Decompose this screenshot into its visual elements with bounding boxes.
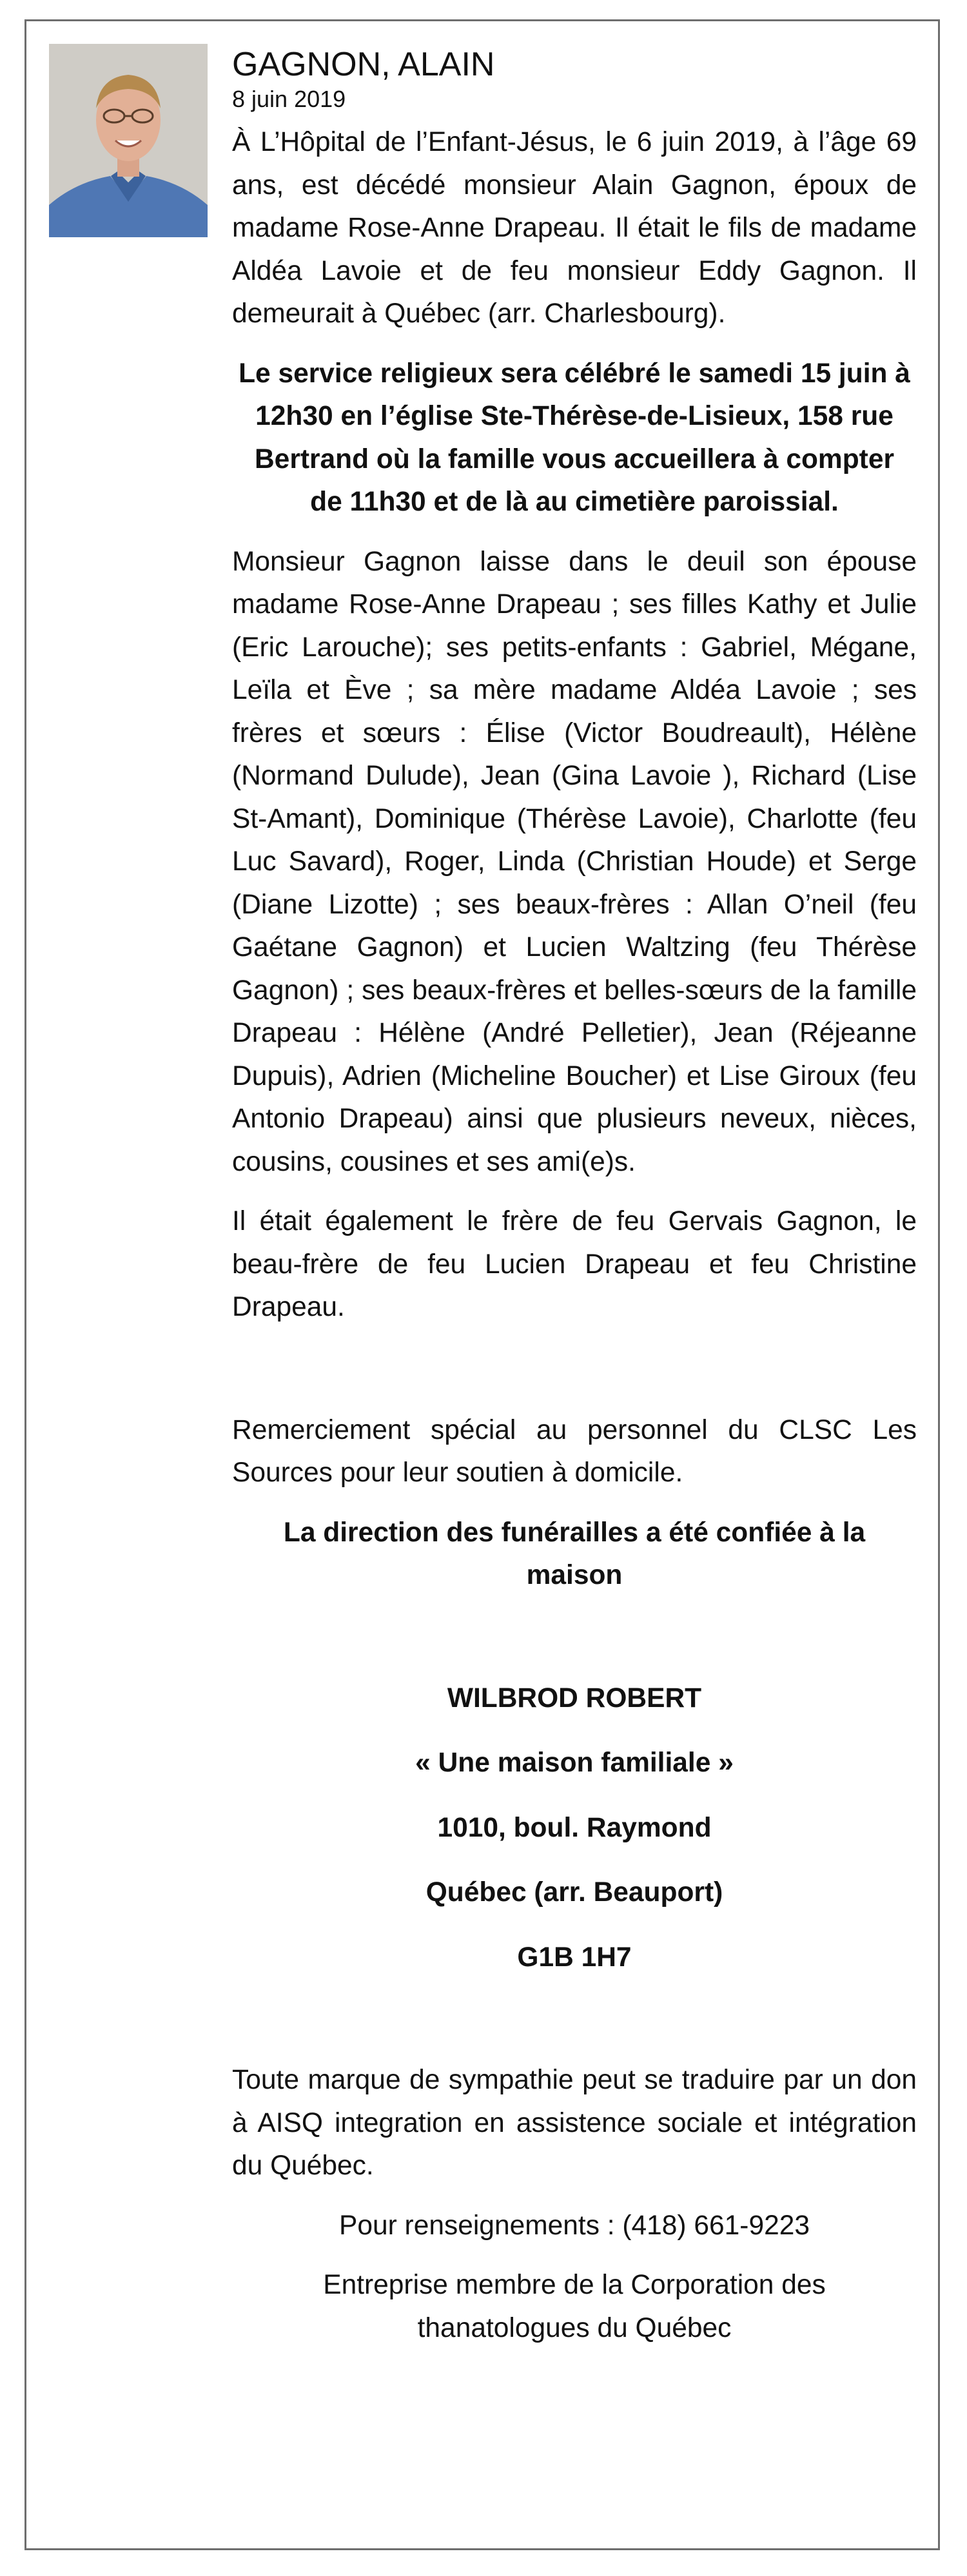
funeral-home-name: WILBROD ROBERT xyxy=(447,1683,702,1713)
funeral-home-slogan: « Une maison familiale » xyxy=(415,1748,734,1778)
thanks-paragraph: Remerciement spécial au personnel du CLSC Les Sources pour leur soutien à domicile. xyxy=(232,1414,917,1488)
direction-paragraph: La direction des funérailles a été confiée à la maison xyxy=(283,1517,866,1590)
publication-date: 8 juin 2019 xyxy=(232,86,346,112)
funeral-home-city: Québec (arr. Beauport) xyxy=(425,1877,723,1908)
donation-paragraph: Toute marque de sympathie peut se traduire par un don à AISQ integration en assistence sociale et intégration du Québec. xyxy=(232,2065,917,2181)
funeral-home-street: 1010, boul. Raymond xyxy=(437,1812,712,1843)
siblings-note-paragraph: Il était également le frère de feu Gervais Gagnon, le beau-frère de feu Lucien Drapeau et feu Christine Drapeau. xyxy=(232,1206,917,1322)
portrait-photo xyxy=(49,44,208,237)
obituary-content xyxy=(232,44,917,2350)
intro-paragraph: À L’Hôpital de l’Enfant-Jésus, le 6 juin 2019, à l’âge 69 ans, est décédé monsieur Alain Gagnon, époux de madame Rose-Anne Drapeau. Il était le fils de madame Aldéa Lavoie et de feu monsieur Eddy Gagnon. Il demeurait à Québec (arr. Charlesbourg). xyxy=(232,127,917,329)
service-paragraph: Le service religieux sera célébré le samedi 15 juin à 12h30 en l’église Ste-Thérèse-de-Lisieux, 158 rue Bertrand où la famille vous accueillera à compter de 11h30 et de là au cimetière paroissial. xyxy=(239,358,910,517)
family-paragraph: Monsieur Gagnon laisse dans le deuil son épouse madame Rose-Anne Drapeau ; ses filles Kathy et Julie (Eric Larouche); ses petits-enfants : Gabriel, Mégane, Leïla et Ève ; sa mère madame Aldéa Lavoie ; ses frères et sœurs : Élise (Victor Boudreault), Hélène (Normand Dulude), Jean (Gina Lavoie ), Richard (Lise St-Amant), Dominique (Thérèse Lavoie), Charlotte (feu Luc Savard), Roger, Linda (Christian Houde) et Serge (Diane Lizotte) ; ses beaux-frères : Allan O’neil (feu Gaétane Gagnon) et Lucien Waltzing (feu Thérèse Gagnon) ; ses beaux-frères et belles-sœurs de la famille Drapeau : Hélène (André Pelletier), Jean (Réjeanne Dupuis), Adrien (Micheline Boucher) et Lise Giroux (feu Antonio Drapeau) ainsi que plusieurs neveux, nièces, cousins, cousines et ses ami(e)s. xyxy=(232,546,917,1177)
funeral-home-postal: G1B 1H7 xyxy=(517,1942,632,1973)
deceased-name: GAGNON, ALAIN xyxy=(232,46,495,83)
info-phone: Pour renseignements : (418) 661-9223 xyxy=(338,2210,810,2241)
member-line-2: thanatologues du Québec xyxy=(417,2312,732,2343)
member-line-1: Entreprise membre de la Corporation des xyxy=(323,2270,826,2300)
